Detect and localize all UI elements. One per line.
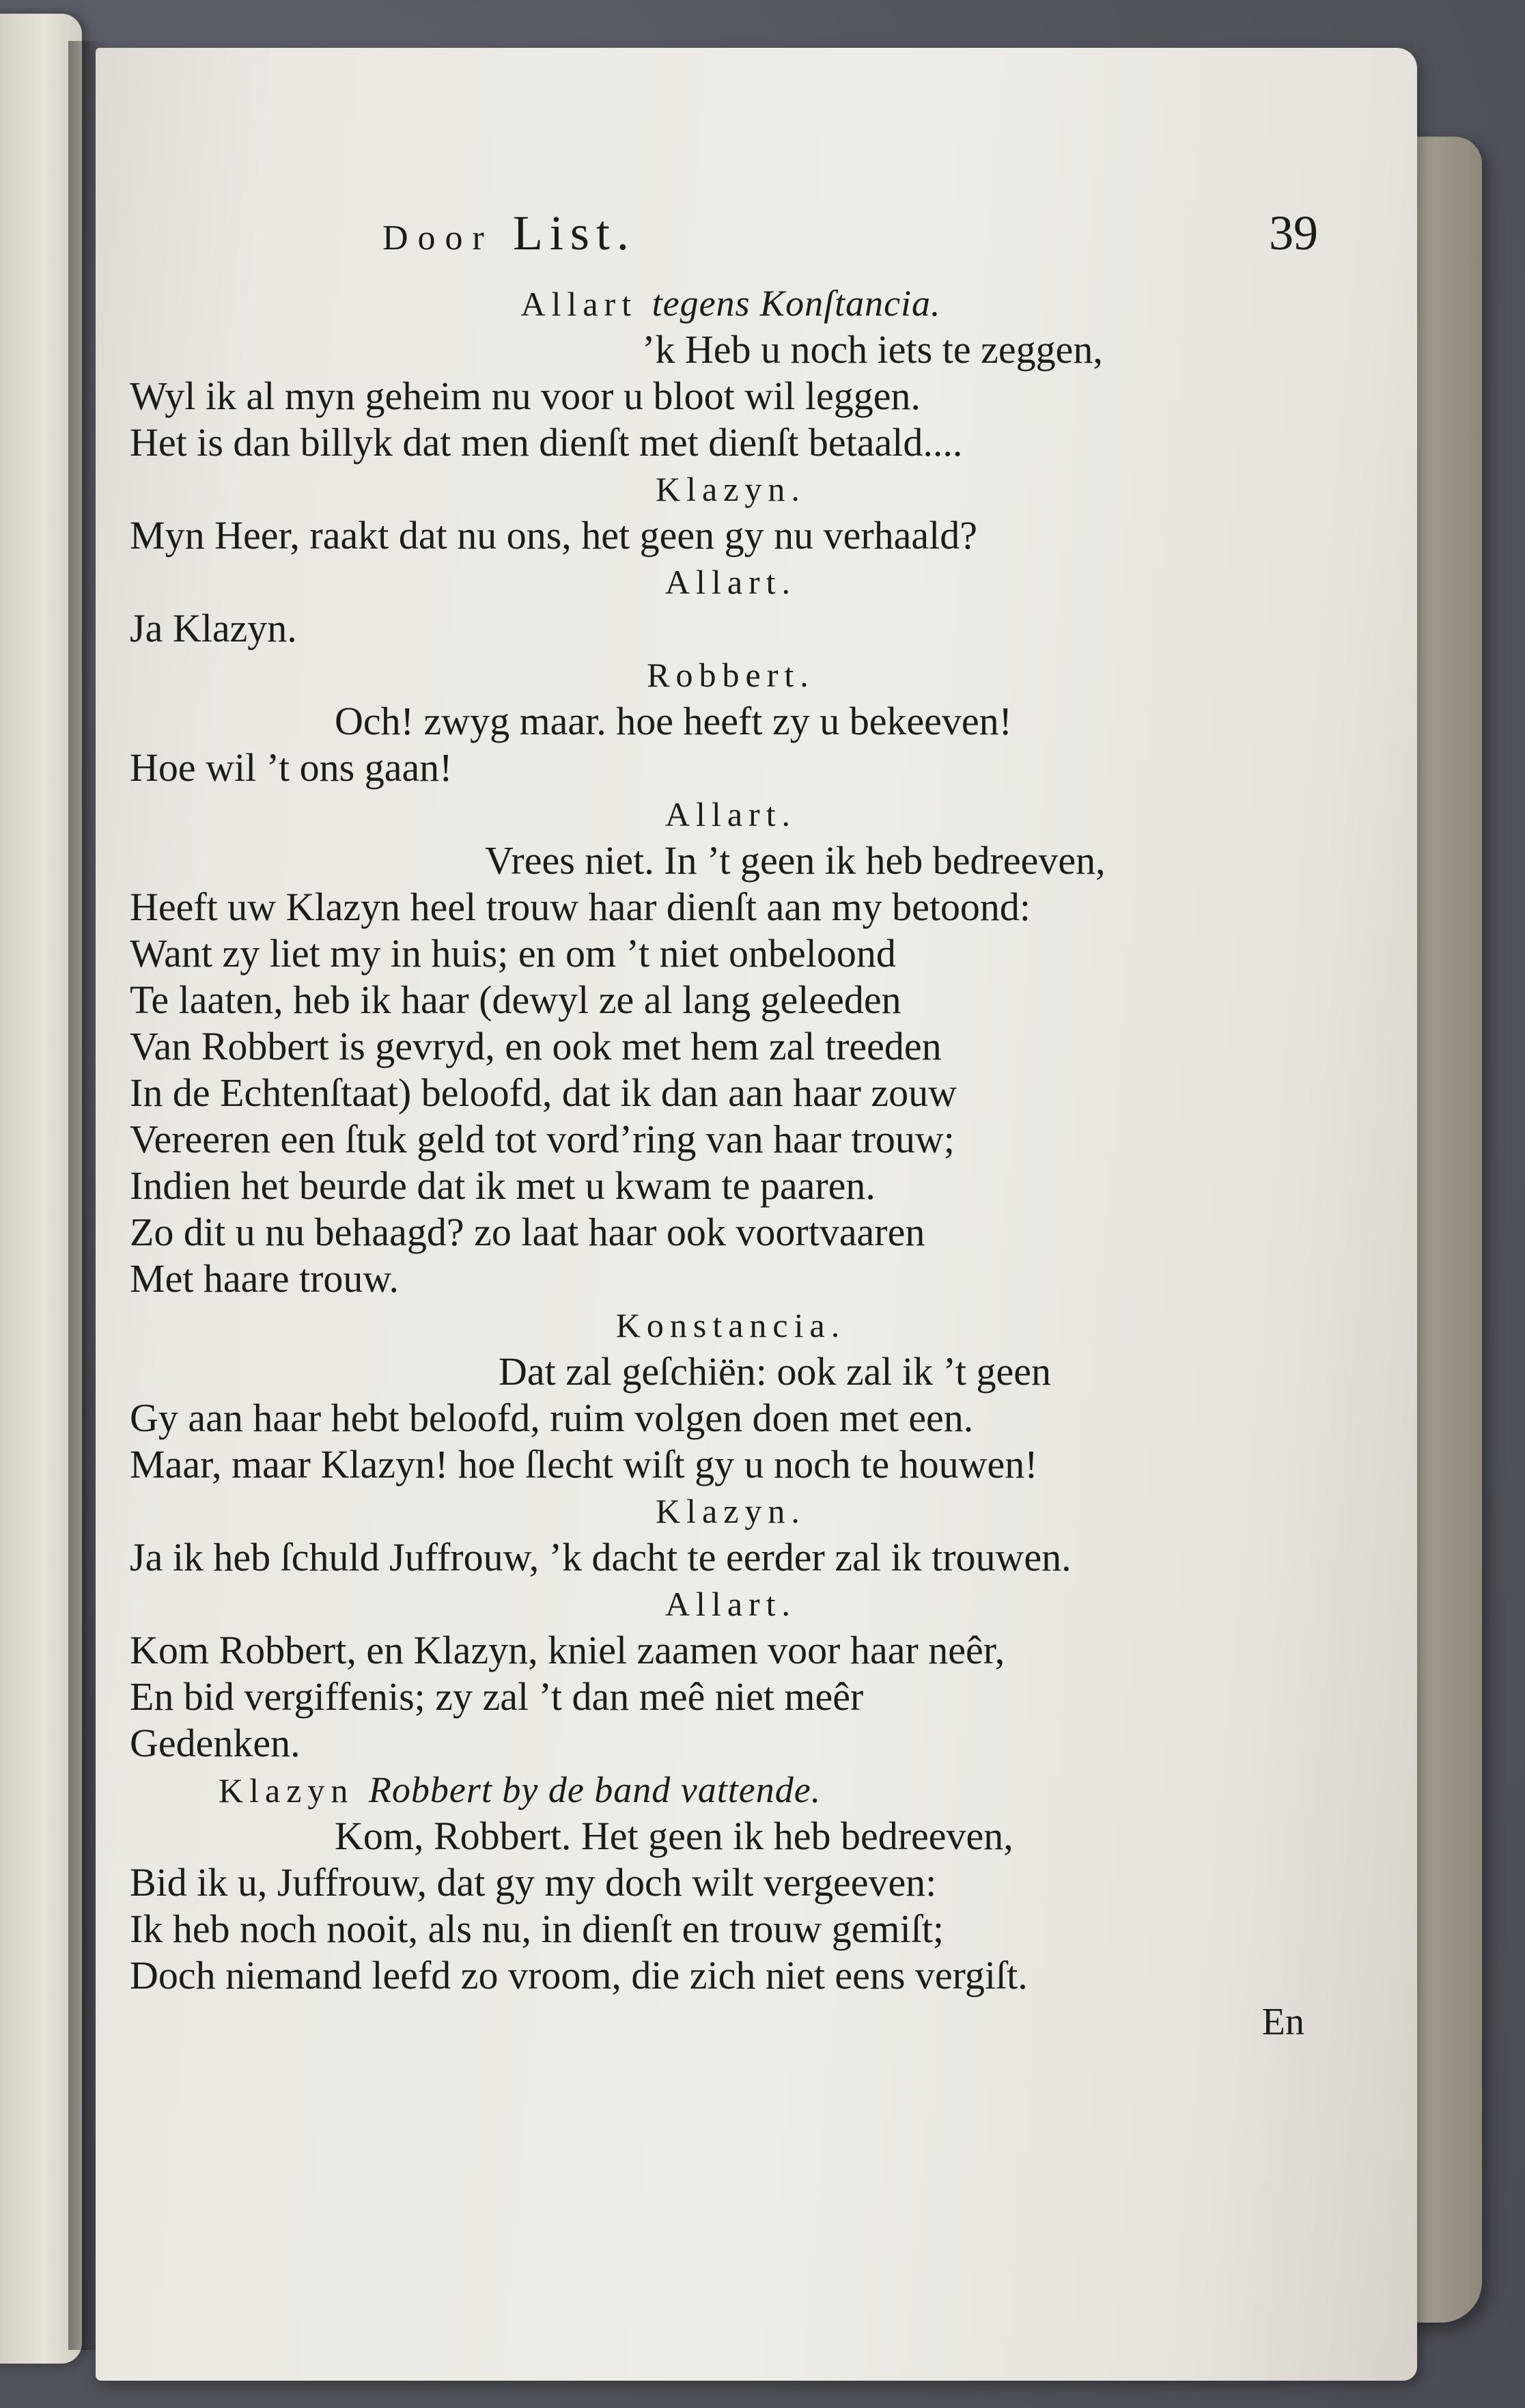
verse-line: Te laaten, heb ik haar (dewyl ze al lang geleeden: [130, 978, 901, 1022]
verse-line: Met haare trouw.: [130, 1256, 400, 1301]
speaker-name: Allart.: [664, 795, 797, 833]
speaker-name: Klazyn.: [656, 470, 806, 508]
speaker-name: Robbert.: [647, 656, 815, 694]
verse-line: Hoe wil ’t ons gaan!: [130, 745, 453, 790]
stage-direction: tegens Konſtancia.: [652, 283, 941, 324]
verse-line: Vereeren een ſtuk geld tot vord’ring van haar trouw;: [130, 1117, 955, 1161]
running-head: [382, 205, 636, 262]
verse-line: Vrees niet. In ’t geen ik heb bedreeven,: [485, 838, 1106, 883]
speaker-with-stage-direction: [130, 280, 1332, 327]
running-head-title: List.: [512, 206, 636, 260]
verse-line: Ja ik heb ſchuld Juffrouw, ’k dacht te eerder zal ik trouwen.: [130, 1535, 1072, 1579]
verse-line: Och! zwyg maar. hoe heeft zy u bekeeven!: [335, 699, 1012, 743]
speaker-name: Konstancia.: [615, 1306, 846, 1344]
verse-line: Want zy liet my in huis; en om ’t niet onbeloond: [130, 931, 896, 975]
speaker-with-stage-direction: [130, 1767, 1332, 1813]
verse-line: Kom Robbert, en Klazyn, kniel zaamen voor haar neêr,: [130, 1628, 1005, 1672]
verse-line: Dat zal geſchiën: ook zal ik ’t geen: [499, 1349, 1051, 1394]
verse-line: En bid vergiffenis; zy zal ’t dan meê niet meêr: [130, 1674, 864, 1719]
verse-line: Zo dit u nu behaagd? zo laat haar ook voortvaaren: [130, 1210, 925, 1254]
verse-line: Ja Klazyn.: [130, 606, 297, 650]
speaker-name: Allart.: [664, 563, 797, 601]
speaker-name: Klazyn: [219, 1771, 354, 1810]
verse-line: In de Echtenſtaat) beloofd, dat ik dan aan haar zouw: [130, 1070, 957, 1115]
verse-line: Heeft uw Klazyn heel trouw haar dienſt aan my betoond:: [130, 885, 1031, 929]
speaker-name: Allart.: [664, 1585, 797, 1623]
book-page: [96, 48, 1417, 2381]
running-head-prefix: Door: [382, 219, 494, 258]
verse-line: ’k Heb u noch iets te zeggen,: [642, 327, 1103, 372]
verse-line: Wyl ik al myn geheim nu voor u bloot wil leggen.: [130, 374, 921, 418]
verse-line: Doch niemand leefd zo vroom, die zich niet eens vergiſt.: [130, 1953, 1028, 1997]
verse-line: Van Robbert is gevryd, en ook met hem zal treeden: [130, 1024, 942, 1068]
verse-line: Bid ik u, Juffrouw, dat gy my doch wilt vergeeven:: [130, 1860, 937, 1905]
verse-line: Kom, Robbert. Het geen ik heb bedreeven,: [335, 1814, 1013, 1858]
verse-line: Indien het beurde dat ik met u kwam te paaren.: [130, 1163, 876, 1208]
catchword: En: [1261, 2001, 1304, 2043]
verse-line: Gy aan haar hebt beloofd, ruim volgen doen met een.: [130, 1396, 974, 1440]
play-text: [130, 280, 1332, 1999]
verse-line: Het is dan billyk dat men dienſt met dienſt betaald....: [130, 420, 963, 465]
speaker-name: Klazyn.: [656, 1492, 806, 1530]
verse-line: Maar, maar Klazyn! hoe ſlecht wiſt gy u noch te houwen!: [130, 1442, 1038, 1486]
page-header: [130, 205, 1332, 280]
page-content: [130, 205, 1332, 2045]
page-number: 39: [1269, 206, 1318, 260]
verse-line: Gedenken.: [130, 1721, 300, 1765]
speaker-name: Allart: [520, 285, 638, 323]
stage-direction: Robbert by de band vattende.: [368, 1769, 822, 1810]
verse-line: Myn Heer, raakt dat nu ons, het geen gy nu verhaald?: [130, 513, 978, 557]
verse-line: Ik heb noch nooit, als nu, in dienſt en trouw gemiſt;: [130, 1907, 945, 1951]
